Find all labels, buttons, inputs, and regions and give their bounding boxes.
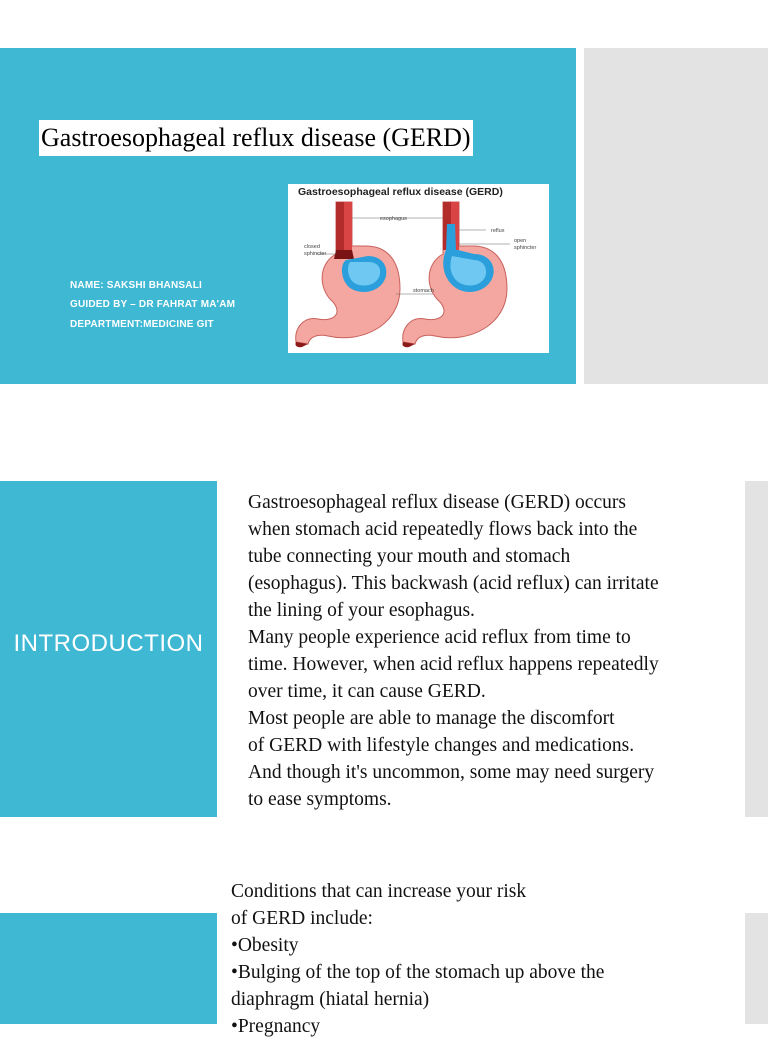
body-line: And though it's uncommon, some may need surgery bbox=[248, 762, 655, 783]
body-line: of GERD with lifestyle changes and medications. bbox=[248, 735, 635, 756]
label-stomach: stomach bbox=[413, 288, 434, 294]
body-line: the lining of your esophagus. bbox=[248, 600, 475, 621]
label-closed-1: closed bbox=[304, 244, 320, 250]
risk-factors-body bbox=[231, 878, 731, 1040]
body-line: diaphragm (hiatal hernia) bbox=[231, 989, 430, 1010]
list-item: •Obesity bbox=[231, 935, 299, 956]
side-panel bbox=[745, 481, 768, 817]
slide-title: Gastroesophageal reflux disease (GERD) bbox=[39, 120, 473, 156]
body-line: Gastroesophageal reflux disease (GERD) occurs bbox=[248, 492, 626, 513]
body-line: when stomach acid repeatedly flows back into the bbox=[248, 519, 638, 540]
label-closed-2: sphincter bbox=[304, 251, 327, 257]
label-open-2: sphincter bbox=[514, 245, 537, 251]
body-line: Conditions that can increase your risk bbox=[231, 881, 527, 902]
side-panel bbox=[745, 913, 768, 1024]
stomach-diagram bbox=[288, 184, 549, 353]
figure-title: Gastroesophageal reflux disease (GERD) bbox=[298, 186, 503, 198]
guide-name: GUIDED BY – DR FAHRAT MA'AM bbox=[70, 299, 236, 310]
label-reflux: reflux bbox=[491, 228, 505, 234]
list-item: •Bulging of the top of the stomach up above the bbox=[231, 962, 605, 983]
label-esophagus: esophagus bbox=[380, 216, 407, 222]
intro-body bbox=[248, 489, 742, 813]
body-line: of GERD include: bbox=[231, 908, 373, 929]
author-name: NAME: SAKSHI BHANSALI bbox=[70, 280, 202, 291]
body-line: to ease symptoms. bbox=[248, 789, 392, 810]
risk-heading-panel bbox=[0, 913, 217, 1024]
list-item: •Pregnancy bbox=[231, 1016, 321, 1037]
department: DEPARTMENT:MEDICINE GIT bbox=[70, 319, 214, 330]
body-line: time. However, when acid reflux happens repeatedly bbox=[248, 654, 659, 675]
body-line: Many people experience acid reflux from time to bbox=[248, 627, 631, 648]
section-heading: INTRODUCTION bbox=[13, 630, 204, 657]
next-slide-preview bbox=[584, 48, 768, 384]
body-line: (esophagus). This backwash (acid reflux) can irritate bbox=[248, 573, 659, 594]
label-open-1: open bbox=[514, 238, 527, 244]
stomach-closed-sphincter bbox=[295, 202, 400, 347]
body-line: over time, it can cause GERD. bbox=[248, 681, 486, 702]
body-line: tube connecting your mouth and stomach bbox=[248, 546, 571, 567]
stomach-open-sphincter bbox=[402, 202, 507, 347]
gerd-illustration bbox=[288, 184, 549, 353]
body-line: Most people are able to manage the discomfort bbox=[248, 708, 615, 729]
